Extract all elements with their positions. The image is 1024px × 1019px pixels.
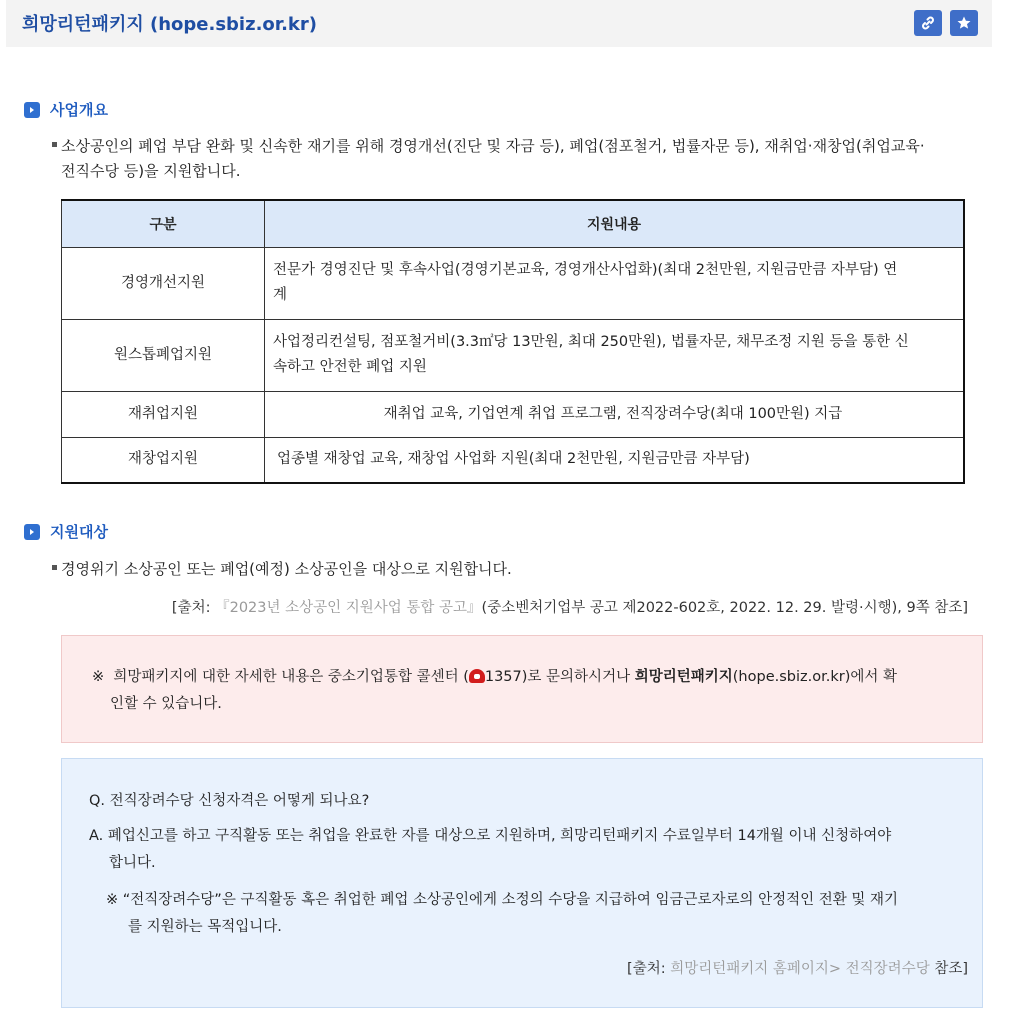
link-icon	[920, 15, 936, 31]
row-content-line: 계	[273, 287, 288, 303]
source-prefix: [출처:	[627, 961, 671, 977]
square-bullet-icon	[52, 565, 57, 570]
link-button[interactable]	[914, 10, 942, 36]
faq-source-citation	[627, 957, 968, 978]
overview-line1: 소상공인의 폐업 부담 완화 및 신속한 재기를 위해 경영개선(진단 및 자금 등), 폐업(점포철거, 법률자문 등), 재취업·재창업(취업교육·	[61, 137, 925, 155]
table-row	[62, 247, 965, 319]
star-icon	[956, 15, 972, 31]
notice-part2: )로 문의하시거나	[521, 669, 635, 685]
faq-answer-line2: 합니다.	[109, 855, 156, 871]
source-prefix: [출처:	[171, 600, 216, 616]
page-header	[6, 0, 992, 47]
source-document-link[interactable]: 『2023년 소상공인 지원사업 통합 공고』	[215, 600, 482, 616]
section-heading-overview	[24, 99, 108, 120]
row-content-line: 사업정리컨설팅, 점포철거비(3.3㎡당 13만원, 최대 250만원), 법률자문, 채무조정 지원 등을 통한 신	[273, 334, 909, 350]
faq-question: Q. 전직장려수당 신청자격은 어떻게 되나요?	[89, 793, 370, 809]
overview-line2: 전직수당 등)을 지원합니다.	[61, 162, 241, 180]
notice-text	[92, 664, 972, 718]
source-suffix: 참조]	[929, 961, 968, 977]
notice-part1: 희망패키지에 대한 자세한 내용은 중소기업통합 콜센터 (	[113, 669, 469, 685]
row-content	[265, 319, 965, 391]
target-line: 경영위기 소상공인 또는 폐업(예정) 소상공인을 대상으로 지원합니다.	[61, 560, 512, 578]
faq-answer	[89, 823, 979, 877]
section-title: 사업개요	[50, 101, 108, 119]
notice-part3: (hope.sbiz.or.kr)에서 확	[732, 669, 897, 685]
faq-note-line2: 를 지원하는 목적입니다.	[128, 919, 282, 935]
reference-mark: ※	[92, 669, 105, 685]
table-row	[62, 437, 965, 483]
faq-answer-line1: A. 폐업신고를 하고 구직활동 또는 취업을 완료한 자를 대상으로 지원하며, 희망리턴패키지 수료일부터 14개월 이내 신청하여야	[89, 828, 892, 844]
faq-note	[106, 887, 978, 941]
section-bullet-icon	[24, 524, 40, 540]
row-category: 재취업지원	[62, 391, 265, 437]
square-bullet-icon	[52, 142, 57, 147]
notice-bold-name: 희망리턴패키지	[634, 669, 733, 685]
row-content	[265, 247, 965, 319]
phone-number: 1357	[484, 669, 522, 685]
row-category: 경영개선지원	[62, 247, 265, 319]
faq-note-line1: ※ “전직장려수당”은 구직활동 혹은 취업한 폐업 소상공인에게 소정의 수당을 지급하여 임금근로자로의 안정적인 전환 및 재기	[106, 892, 899, 908]
notice-line2: 인할 수 있습니다.	[110, 696, 222, 712]
row-content: 재취업 교육, 기업연계 취업 프로그램, 전직장려수당(최대 100만원) 지급	[265, 391, 965, 437]
table-row	[62, 319, 965, 391]
row-content-line: 속하고 안전한 폐업 지원	[273, 359, 427, 375]
page-title[interactable]: 희망리턴패키지 (hope.sbiz.or.kr)	[22, 14, 317, 35]
row-category: 원스톱폐업지원	[62, 319, 265, 391]
column-header-content: 지원내용	[265, 200, 965, 247]
section-heading-target	[24, 521, 108, 542]
support-table	[61, 199, 965, 484]
table-row	[62, 391, 965, 437]
table-header-row	[62, 200, 965, 247]
section-bullet-icon	[24, 102, 40, 118]
column-header-category: 구분	[62, 200, 265, 247]
row-content: 업종별 재창업 교육, 재창업 사업화 지원(최대 2천만원, 지원금만큼 자부담)	[265, 437, 965, 483]
section-title: 지원대상	[50, 523, 108, 541]
source-citation	[0, 596, 968, 617]
source-suffix: (중소벤처기업부 공고 제2022-602호, 2022. 12. 29. 발령·시행), 9쪽 참조]	[481, 600, 968, 616]
overview-text	[52, 134, 982, 184]
target-text	[52, 557, 982, 582]
notice-box	[61, 635, 983, 743]
bookmark-button[interactable]	[950, 10, 978, 36]
phone-icon	[469, 669, 485, 683]
source-homepage-link[interactable]: 희망리턴패키지 홈페이지> 전직장려수당	[670, 961, 930, 977]
faq-box	[61, 758, 983, 1008]
row-content-line: 전문가 경영진단 및 후속사업(경영기본교육, 경영개산사업화)(최대 2천만원, 지원금만큼 자부담) 연	[273, 262, 898, 278]
row-category: 재창업지원	[62, 437, 265, 483]
